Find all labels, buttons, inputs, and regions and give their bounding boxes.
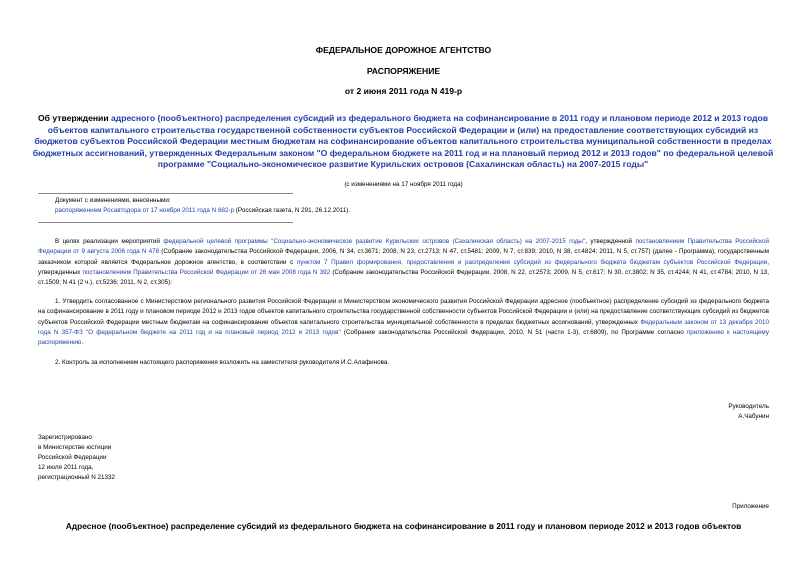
preamble-text-4: , утвержденных: [38, 258, 769, 276]
registration-line: регистрационный N 21332: [38, 474, 116, 481]
item-1-text-1: 1. Утвердить согласованное с Министерством регионального развития Российской Федерации и Министерством экономического развития Российской Федерации адресное (пообъектное) распределение субсидий из федерального бюджета на софинансирование в 2011 году и плановом периоде 2012 и 2013 годов объектов капитального строительства государственной собственности субъектов Российской Федерации и (или) на предоставление соответствующих субсидий из бюджетов субъектов Российской Федерации местным бюджетам на софинансирование объектов капитального строительства муниципальной собственности в пределах бюджетных ассигнований, утвержденных: [38, 298, 769, 326]
preamble-paragraph: [38, 237, 769, 288]
federal-law-357-link[interactable]: Федеральным законом от 13 декабря 2010 года N 357-ФЗ "О федеральном бюджете на 2011 год и на плановый период 2012 и 2013 годов": [38, 318, 770, 336]
changes-label: Документ с изменениями, внесенными:: [55, 197, 171, 204]
changes-bottom-rule: [38, 222, 293, 223]
appendix-label: Приложение: [732, 503, 769, 510]
registration-line: Зарегистрировано: [38, 434, 92, 441]
title-link[interactable]: адресного (пообъектного) распределения субсидий из федерального бюджета на софинансирование в 2011 году и плановом периоде 2012 и 2013 годов объектов капитального строительства государственной собственности субъектов Российской Федерации и (или) на предоставление соответствующих субсидий из бюджетов субъектов Российской Федерации местным бюджетам на софинансирование объектов капитального строительства муниципальной собственности в пределах бюджетных ассигнований, утвержденных Федеральным законом "О федеральном бюджете на 2011 год и на плановый период 2012 и 2013 годов" по федеральной целевой программе "Социально-экономическое развитие Курильских островов (Сахалинская область) на 2007-2015 годы": [32, 113, 774, 169]
registration-line: 12 июля 2011 года,: [38, 464, 94, 471]
changes-source: (Российская газета, N 291, 26.12.2011).: [234, 207, 351, 214]
changes-line: [55, 206, 350, 216]
preamble-text-1: В целях реализации мероприятий: [55, 238, 164, 245]
agency-name: ФЕДЕРАЛЬНОЕ ДОРОЖНОЕ АГЕНТСТВО: [315, 45, 492, 55]
title-prefix: Об утверждении: [37, 113, 111, 123]
resolution-392-link[interactable]: постановлением Правительства Российской Федерации от 26 мая 2008 года N 392: [82, 268, 331, 276]
registration-line: в Министерстве юстиции: [38, 444, 112, 451]
item-2-paragraph: 2. Контроль за исполнением настоящего распоряжения возложить на заместителя руководителя И.С.Алафинова.: [55, 359, 390, 366]
amended-note: (с изменениями на 17 ноября 2011 года): [344, 181, 463, 188]
registration-line: Российской Федерации: [38, 454, 107, 461]
item-1-paragraph: [38, 297, 769, 348]
signature-name: А.Чабунин: [738, 413, 769, 420]
preamble-text-5: (Собрание законодательства Российской Федерации, 2008, N 22, ст.2573; 2009, N 5, ст.617; N 30, ст.3802; N 35, ст.4244; N 41, ст.4784; 2010, N 13, ст.1509; N 41 (2 ч.), ст.5236; 2011, N 2, ст.305):: [38, 268, 769, 287]
program-link[interactable]: федеральной целевой программы "Социально-экономическое развитие Курильских островов (Сахалинская область) на 2007-2015 годы": [163, 238, 586, 245]
resolution-478-link[interactable]: постановлением Правительства Российской Федерации от 9 августа 2006 года N 478: [38, 238, 769, 256]
changes-top-rule: [38, 193, 293, 194]
document-type: РАСПОРЯЖЕНИЕ: [366, 66, 441, 76]
document-title: [30, 113, 776, 171]
rules-item7-link[interactable]: пунктом 7 Правил формирования, предоставления и распределения субсидий из федерального бюджета бюджетам субъектов Российской Федерации: [296, 258, 768, 266]
preamble-text-2: , утвержденной: [585, 238, 636, 245]
appendix-link[interactable]: приложению к настоящему распоряжению: [38, 328, 769, 347]
changes-link[interactable]: распоряжением Росавтодора от 17 ноября 2011 года N 882-р: [55, 207, 235, 214]
item-1-text-2: (Собрание законодательства Российской Федерации, 2010, N 51 (части 1-3), ст.6809), по Программе согласно: [340, 328, 687, 336]
appendix-title: Адресное (пообъектное) распределение субсидий из федерального бюджета на софинансирование в 2011 году и плановом периоде 2012 и 2013 годов объектов: [65, 521, 742, 531]
document-date-number: от 2 июня 2011 года N 419-р: [344, 86, 463, 96]
item-1-text-3: .: [81, 339, 84, 347]
registration-block: [38, 433, 115, 483]
signature-position: Руководитель: [728, 403, 769, 410]
preamble-text-3: (Собрание законодательства Российской Федерации, 2006, N 34, ст.3671; 2008, N 23, ст.2713; N 47, ст.5481; 2009, N 7, ст.839; 2010, N 38, ст.4824; 2011, N 5, ст.757) (далее - Программа), государственным заказчиком которой является Федеральное дорожное агентство, в соответствии с: [38, 248, 769, 266]
